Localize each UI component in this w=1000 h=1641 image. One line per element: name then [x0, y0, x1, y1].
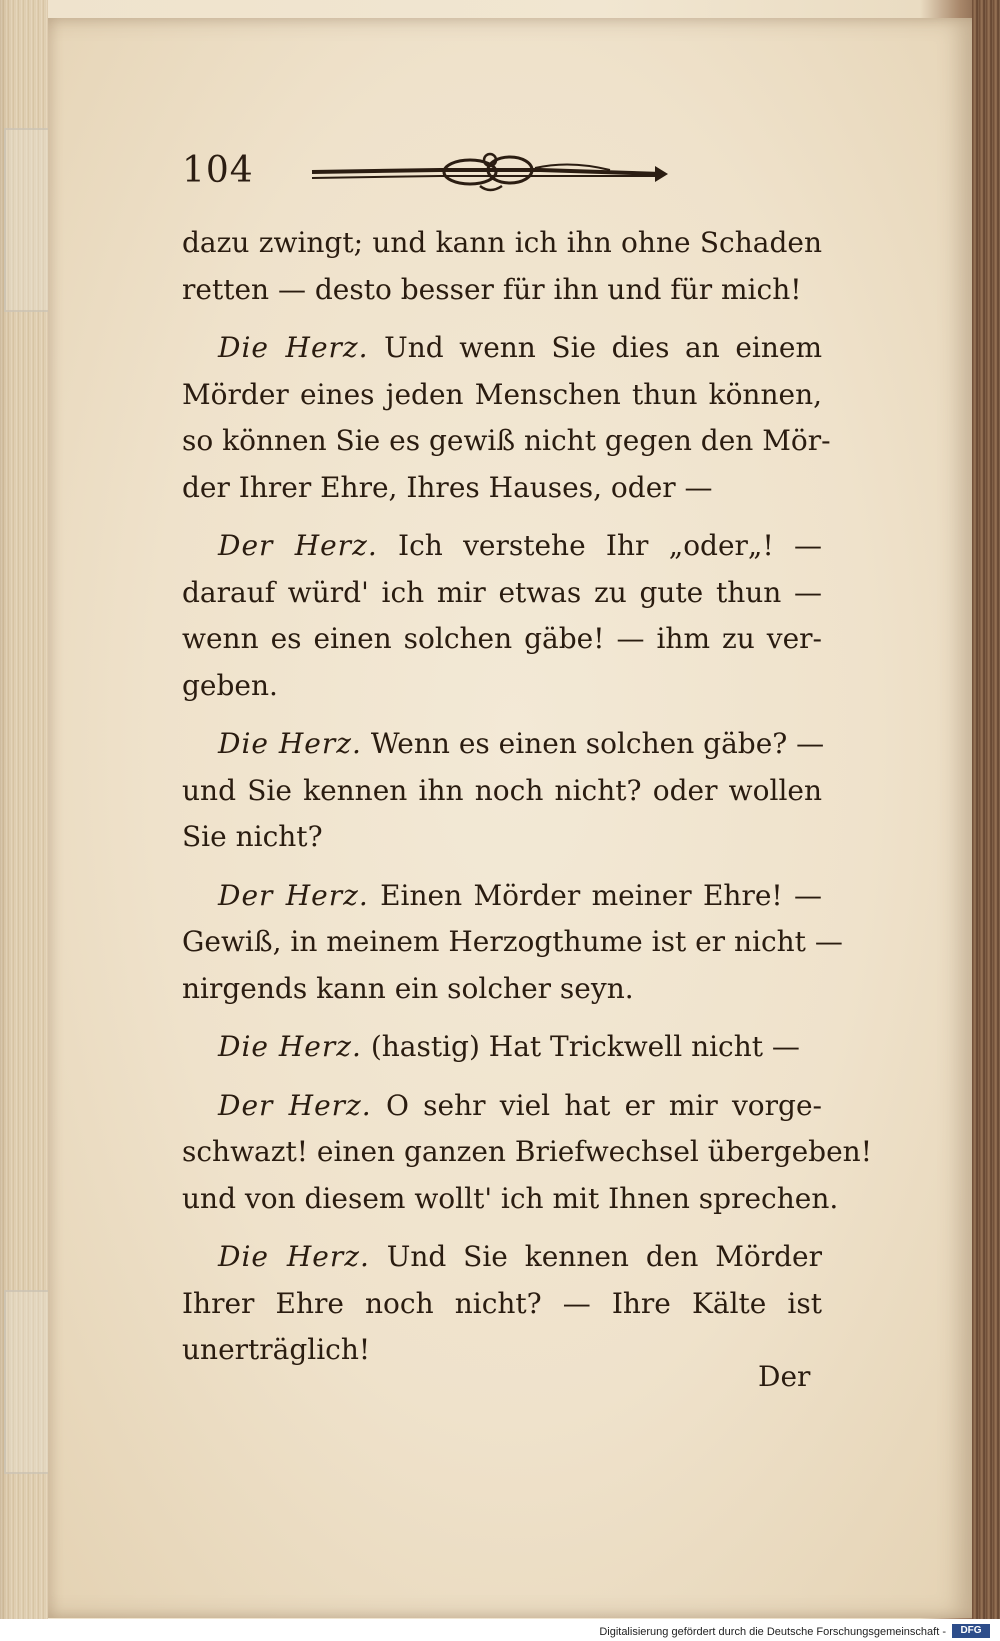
line-text: und von diesem wollt' ich mit Ihnen sprechen.: [182, 1181, 839, 1215]
line-text: Gewiß, in meinem Herzogthume ist er nicht —: [182, 925, 843, 958]
line-text: wenn es einen solchen gäbe! — ihm zu ver-: [182, 622, 822, 655]
text-line: [182, 966, 822, 1013]
text-line: [182, 570, 822, 617]
text-line: [182, 873, 822, 920]
paragraph-gap: [182, 1012, 822, 1024]
text-line: [182, 465, 822, 512]
speaker-label: Der Herz.: [218, 529, 378, 562]
text-line: [182, 1327, 822, 1374]
footer-strip: [0, 1619, 1000, 1641]
paragraph: [182, 1024, 822, 1071]
text-line: [182, 1281, 822, 1328]
speaker-label: Die Herz.: [218, 1030, 362, 1063]
text-line: [182, 418, 831, 465]
text-line: [182, 919, 843, 966]
catchword: Der: [758, 1360, 811, 1393]
line-text: retten — desto besser für ihn und für mich!: [182, 272, 802, 306]
line-text: O sehr viel hat er mir vorge-: [385, 1088, 822, 1122]
line-text: Sie nicht?: [182, 820, 323, 853]
binding-edge-right: [972, 0, 1000, 1641]
paragraph-gap: [182, 709, 822, 721]
dfg-logo: DFG: [952, 1624, 990, 1638]
text-line: [182, 721, 825, 768]
ornament-icon: [310, 152, 670, 194]
speaker-label: Der Herz.: [218, 1088, 372, 1122]
line-text: geben.: [182, 668, 278, 702]
line-text: darauf würd' ich mir etwas zu gute thun —: [182, 575, 822, 609]
paragraph: [182, 1083, 872, 1223]
line-text: und Sie kennen ihn noch nicht? oder wollen: [182, 773, 822, 807]
text-line: [182, 616, 822, 663]
speaker-label: Die Herz.: [218, 331, 369, 364]
line-text: Ich verstehe Ihr „oder„! —: [398, 529, 822, 562]
line-text: so können Sie es gewiß nicht gegen den Mör-: [182, 424, 831, 457]
paragraph: [182, 1234, 822, 1374]
text-line: [182, 325, 822, 372]
line-text: Und Sie kennen den Mörder: [386, 1240, 823, 1273]
paragraph: [182, 873, 843, 1013]
paragraph: [182, 325, 831, 511]
paragraph-gap: [182, 1222, 822, 1234]
speaker-label: Die Herz.: [218, 727, 362, 760]
text-line: [182, 768, 822, 815]
paragraph-gap: [182, 1071, 822, 1083]
paragraph-gap: [182, 861, 822, 873]
text-line: [182, 1129, 872, 1176]
speaker-label: Der Herz.: [218, 878, 369, 912]
text-line: [182, 1083, 822, 1130]
paragraph: [182, 721, 825, 861]
line-text: Wenn es einen solchen gäbe? —: [370, 727, 825, 760]
text-line: [182, 1234, 822, 1281]
line-text: schwazt! einen ganzen Briefwechsel übergeben!: [182, 1135, 872, 1168]
text-line: [182, 1176, 839, 1223]
text-line: [182, 267, 822, 314]
paragraph: [182, 523, 822, 709]
text-line: [182, 814, 822, 861]
line-text: unerträglich!: [182, 1333, 371, 1366]
text-line: [182, 220, 822, 267]
text-line: [182, 1024, 822, 1071]
text-line: [182, 663, 822, 710]
line-text: der Ihrer Ehre, Ihres Hauses, oder —: [182, 470, 713, 504]
line-text: Mörder eines jeden Menschen thun können,: [182, 377, 822, 411]
page-body-text: [182, 220, 872, 1374]
text-line: [182, 523, 822, 570]
line-text: Ihrer Ehre noch nicht? — Ihre Kälte ist: [182, 1286, 822, 1320]
speaker-label: Die Herz.: [218, 1240, 370, 1273]
line-text: Einen Mörder meiner Ehre! —: [380, 878, 822, 912]
footer-credit: Digitalisierung gefördert durch die Deutsche Forschungsgemeinschaft -: [599, 1626, 946, 1638]
text-line: [182, 372, 822, 419]
line-text: (hastig) Hat Trickwell nicht —: [370, 1030, 800, 1063]
paragraph-gap: [182, 313, 822, 325]
line-text: nirgends kann ein solcher seyn.: [182, 971, 634, 1005]
page-number: 104: [182, 150, 254, 191]
paragraph-gap: [182, 511, 822, 523]
page-header: [182, 150, 682, 196]
line-text: Und wenn Sie dies an einem: [384, 331, 822, 364]
paragraph: [182, 220, 822, 313]
line-text: dazu zwingt; und kann ich ihn ohne Schaden: [182, 226, 822, 259]
